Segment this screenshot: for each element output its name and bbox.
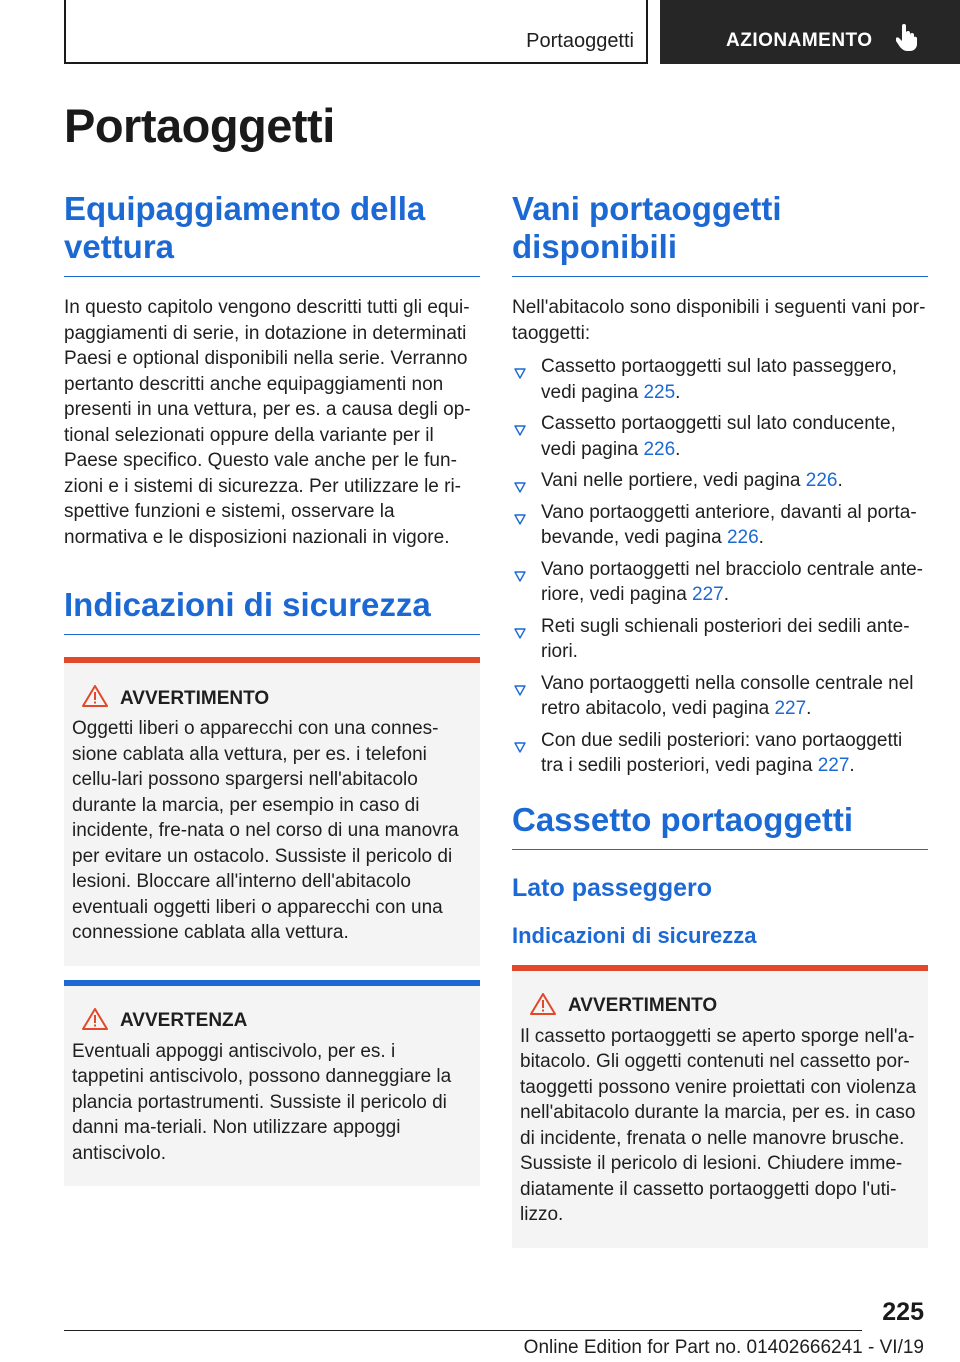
triangle-bullet-icon — [514, 678, 526, 704]
equipment-text: In questo capitolo vengono descritti tutti gli equi-paggiamenti di serie, in dotazione in determinati Paesi e optional disponibili nella serie. Verranno pertanto descritti anche equipaggiamenti non presenti in una vettura, per es. a causa degli op-tional selezionati oppure della variante per il Paese specifico. Questo vale anche per le fun-zioni e i sistemi di sicurezza. Per utilizzare le ri-spettive funzioni e sistemi, osservare la normativa e le disposizioni nazionali in vigore. — [64, 297, 471, 548]
page-link[interactable]: 227 — [774, 698, 807, 719]
header-section-box — [64, 0, 648, 64]
header-chapter-label: AZIONAMENTO — [726, 30, 873, 51]
warning-3-title: AVVERTIMENTO — [568, 995, 718, 1016]
page-link[interactable]: 226 — [643, 438, 676, 460]
compartments-heading: Vani portaoggetti disponibili — [512, 190, 928, 277]
triangle-bullet-icon — [514, 621, 526, 647]
glovebox-subheading: Lato passeggero — [512, 873, 713, 902]
list-item — [512, 411, 928, 462]
warning-box-2 — [64, 980, 480, 1187]
page-title: Portaoggetti — [64, 99, 335, 152]
list-item — [512, 500, 928, 551]
list-item-text: Vano portaoggetti nel bracciolo centrale ante-riore, vedi pagina — [541, 558, 924, 605]
warning-2-text: Eventuali appoggi antiscivolo, per es. i tappetini antiscivolo, possono danneggiare la plancia portastrumenti. Sussiste il pericolo di danni ma-teriali. Non utilizzare appoggi antiscivolo. — [72, 1040, 452, 1164]
list-item — [512, 614, 928, 665]
warning-3-text: Il cassetto portaoggetti se aperto sporge nell'a-bitacolo. Gli oggetti contenuti nel cassetto por-taoggetti possono venire proiettati con violenza nell'abitacolo durante la marcia, per es. in caso di incidente, frenata o nelle manovre brusche. Sussiste il pericolo di lesioni. Chiudere imme-diatamente il cassetto portaoggetti dopo l'uti-lizzo. — [520, 1025, 917, 1225]
triangle-bullet-icon — [514, 507, 526, 533]
glovebox-safety-heading: Indicazioni di sicurezza — [512, 922, 757, 948]
list-item-end: . — [849, 755, 855, 776]
page-link[interactable]: 227 — [817, 755, 850, 776]
list-item-end: . — [806, 698, 812, 719]
header-section-label: Portaoggetti — [526, 30, 634, 52]
list-item — [512, 354, 928, 405]
warning-box-1 — [64, 657, 480, 966]
warning-triangle-icon — [530, 993, 556, 1020]
page-link[interactable]: 226 — [805, 470, 838, 491]
list-item-end: . — [758, 527, 764, 548]
warning-2-title: AVVERTENZA — [120, 1010, 248, 1031]
triangle-bullet-icon — [514, 418, 526, 444]
list-item-text: Con due sedili posteriori: vano portaoggetti tra i sedili posteriori, vedi pagina — [541, 729, 903, 776]
list-item-end: . — [675, 438, 681, 460]
warning-1-text: Oggetti liberi o apparecchi con una connes-sione cablata alla vettura, per es. i telefoni cellu-lari possono spargersi nell'abitacolo durante la marcia, per esempio in caso di incidente, fre-nata o nel corso di una manovra per evitare un ostacolo. Sussiste il pericolo di lesioni. Bloccare all'interno dell'abitacolo eventuali oggetti liberi o apparecchi con una connessione cablata alla vettura. — [72, 718, 459, 943]
list-item-text: Reti sugli schienali posteriori dei sedili ante-riori. — [541, 615, 910, 662]
warning-triangle-icon — [82, 685, 108, 712]
hand-pointer-icon — [896, 24, 918, 57]
compartments-list — [512, 354, 928, 779]
right-column — [512, 190, 928, 1248]
compartments-intro: Nell'abitacolo sono disponibili i seguenti vani por-taoggetti: — [512, 297, 926, 344]
left-column — [64, 190, 480, 1186]
warning-1-title: AVVERTIMENTO — [120, 687, 270, 709]
list-item-text: Cassetto portaoggetti sul lato passeggero, vedi pagina — [541, 356, 897, 403]
glovebox-heading: Cassetto portaoggetti — [512, 801, 928, 850]
footer-divider — [64, 1330, 862, 1331]
triangle-bullet-icon — [514, 564, 526, 590]
equipment-heading: Equipaggiamento della vettura — [64, 190, 480, 277]
list-item — [512, 468, 928, 494]
list-item-end: . — [675, 381, 681, 403]
list-item — [512, 557, 928, 608]
warning-box-3 — [512, 965, 928, 1248]
header-chapter-box — [660, 0, 960, 64]
page-link[interactable]: 226 — [726, 527, 759, 548]
list-item — [512, 728, 928, 779]
triangle-bullet-icon — [514, 361, 526, 387]
list-item — [512, 671, 928, 722]
list-item-text: Vani nelle portiere, vedi pagina — [541, 470, 806, 491]
triangle-bullet-icon — [514, 475, 526, 501]
list-item-text: Cassetto portaoggetti sul lato conducente, vedi pagina — [541, 413, 896, 460]
footer-edition: Online Edition for Part no. 01402666241 - VI/19 — [523, 1337, 924, 1358]
page-link[interactable]: 227 — [692, 584, 724, 605]
triangle-bullet-icon — [514, 735, 526, 761]
safety-heading: Indicazioni di sicurezza — [64, 586, 480, 635]
list-item-end: . — [723, 584, 730, 605]
list-item-end: . — [837, 470, 843, 491]
page-link[interactable]: 225 — [643, 381, 676, 403]
list-item-text: Vano portaoggetti nella consolle centrale nel retro abitacolo, vedi pagina — [541, 672, 914, 719]
list-item-text: Vano portaoggetti anteriore, davanti al porta-bevande, vedi pagina — [541, 501, 917, 548]
page-number: 225 — [882, 1298, 924, 1326]
warning-triangle-icon — [82, 1008, 108, 1035]
